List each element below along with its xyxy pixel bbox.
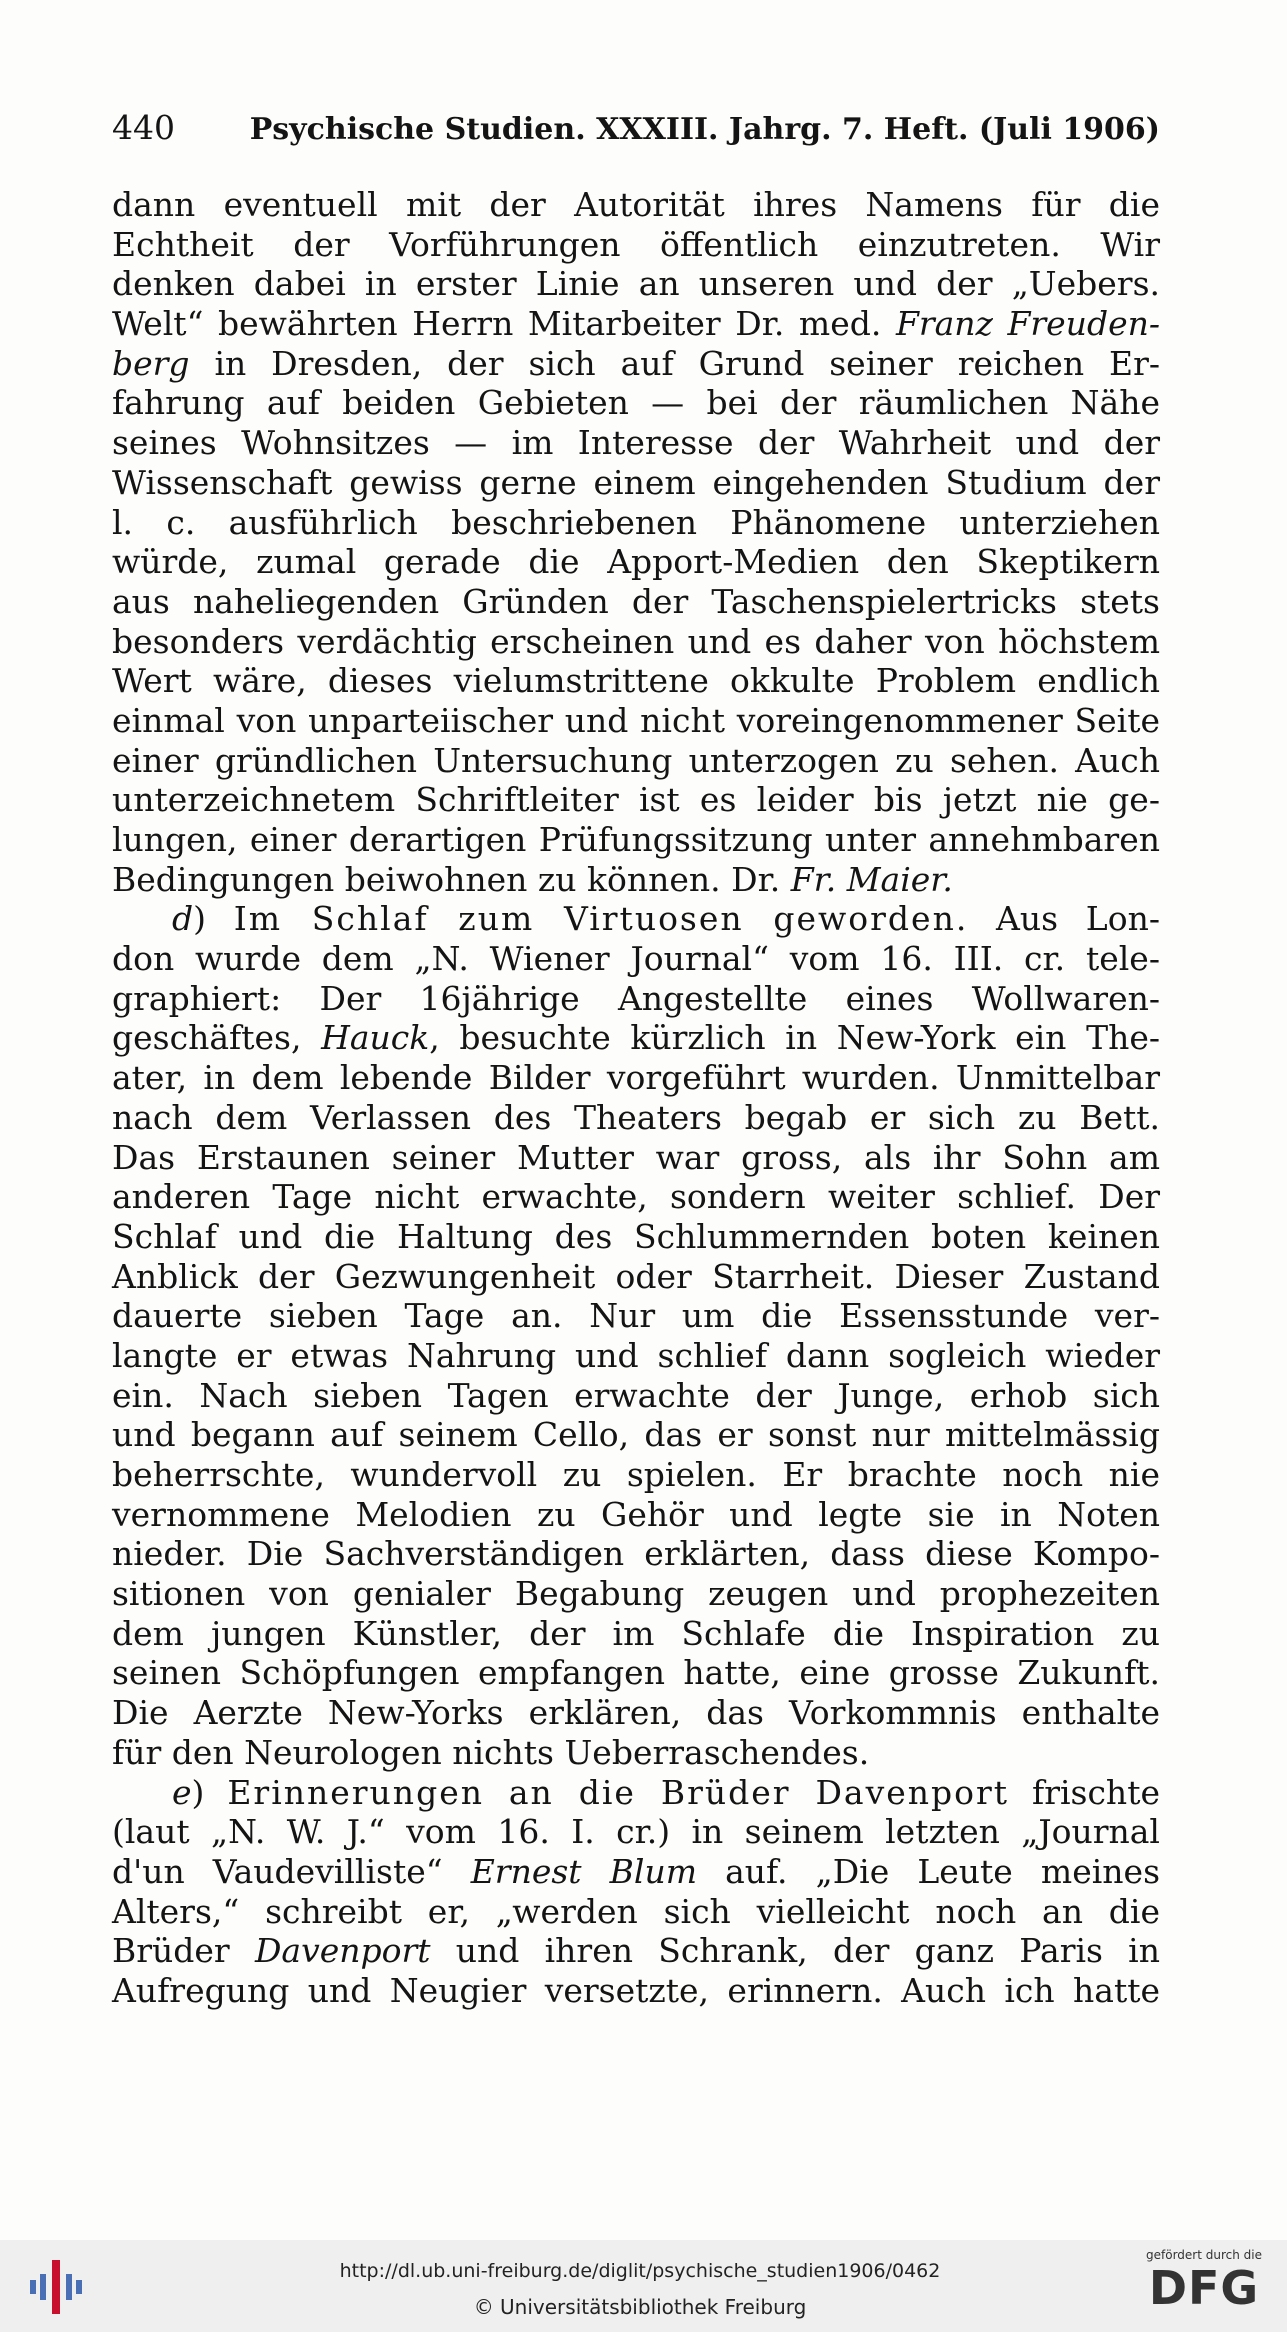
text-segment: , besuchte kürzlich in New-York ein The- (429, 1018, 1161, 1058)
text-segment: Fr. Maier. (790, 859, 953, 899)
text-line (112, 1773, 1160, 1813)
text-line: Wert wäre, dieses vielumstrittene okkulte Problem endlich (112, 661, 1160, 701)
text-segment: d (172, 899, 194, 939)
running-header (112, 108, 1160, 152)
text-line: langte er etwas Nahrung und schlief dann sogleich wieder (112, 1335, 1160, 1375)
text-segment: in Dresden, der sich auf Grund seiner reichen Er- (189, 343, 1160, 383)
text-segment: Erinnerungen an die Brüder Davenport (227, 1772, 1010, 1812)
text-segment: ) (191, 1772, 228, 1812)
text-line: graphiert: Der 16jährige Angestellte eines Wollwaren- (112, 978, 1160, 1018)
text-line: ein. Nach sieben Tagen erwachte der Junge, erhob sich (112, 1375, 1160, 1415)
text-line: Wissenschaft gewiss gerne einem eingehenden Studium der (112, 462, 1160, 502)
text-line: Das Erstaunen seiner Mutter war gross, als ihr Sohn am (112, 1137, 1160, 1177)
source-url[interactable]: http://dl.ub.uni-freiburg.de/diglit/psychische_studien1906/0462 (339, 2260, 941, 2282)
dfg-logo (1134, 2248, 1274, 2328)
text-segment: Brüder (112, 1931, 255, 1971)
text-line: nieder. Die Sachverständigen erklärten, dass diese Kompo- (112, 1534, 1160, 1574)
text-line (112, 1852, 1160, 1892)
text-line: nach dem Verlassen des Theaters begab er sich zu Bett. (112, 1097, 1160, 1137)
text-line (112, 304, 1160, 344)
text-line: l. c. ausführlich beschriebenen Phänomene unterziehen (112, 502, 1160, 542)
text-segment: berg (112, 343, 190, 383)
text-line: Alters,“ schreibt er, „werden sich vielleicht noch an die (112, 1891, 1160, 1931)
text-line: Aufregung und Neugier versetzte, erinnern. Auch ich hatte (112, 1970, 1160, 2010)
text-line (112, 1931, 1160, 1971)
text-line: ater, in dem lebende Bilder vorgeführt wurden. Unmittelbar (112, 1058, 1160, 1098)
text-line (112, 344, 1160, 384)
text-line: Anblick der Gezwungenheit oder Starrheit. Dieser Zustand (112, 1256, 1160, 1296)
sponsor-caption: gefördert durch die (1146, 2248, 1262, 2262)
text-segment: Aus Lon- (968, 899, 1160, 939)
text-line: einer gründlichen Untersuchung unterzogen zu sehen. Auch (112, 740, 1160, 780)
text-line: dauerte sieben Tage an. Nur um die Essensstunde ver- (112, 1296, 1160, 1336)
text-line: beherrschte, wundervoll zu spielen. Er brachte noch nie (112, 1455, 1160, 1494)
text-segment: Welt“ bewährten Herrn Mitarbeiter Dr. med. (112, 304, 896, 344)
text-segment: ) (193, 899, 234, 939)
text-segment: Davenport (254, 1931, 431, 1971)
text-line: anderen Tage nicht erwachte, sondern weiter schlief. Der (112, 1177, 1160, 1217)
text-segment: Franz Freuden- (895, 304, 1160, 344)
text-segment: Hauck (321, 1018, 430, 1058)
page-number: 440 (112, 108, 175, 147)
text-line: einmal von unparteiischer und nicht voreingenommener Seite (112, 700, 1160, 740)
text-line: unterzeichnetem Schriftleiter ist es leider bis jetzt nie ge- (112, 780, 1160, 820)
text-segment: e (172, 1772, 192, 1812)
viewer-footer (0, 2240, 1287, 2332)
text-line: Schlaf und die Haltung des Schlummernden boten keinen (112, 1216, 1160, 1256)
text-segment: frischte (1009, 1772, 1160, 1812)
text-segment: Im Schlaf zum Virtuosen geworden. (233, 899, 969, 939)
text-line: und begann auf seinem Cello, das er sonst nur mittelmässig (112, 1415, 1160, 1455)
text-line: seines Wohnsitzes — im Interesse der Wahrheit und der (112, 423, 1160, 463)
text-line (112, 1018, 1160, 1058)
text-line: fahrung auf beiden Gebieten — bei der räumlichen Nähe (112, 383, 1160, 423)
dfg-wordmark: DFG (1148, 2261, 1260, 2315)
text-line: für den Neurologen nichts Ueberraschendes. (112, 1732, 870, 1772)
text-segment: Ernest Blum (470, 1851, 697, 1891)
text-line: (laut „N. W. J.“ vom 16. I. cr.) in seinem letzten „Journal (112, 1812, 1160, 1852)
running-title: Psychische Studien. XXXIII. Jahrg. 7. Heft. (Juli 1906) (249, 112, 1160, 147)
text-line: seinen Schöpfungen empfangen hatte, eine grosse Zukunft. (112, 1653, 1160, 1693)
body-text (112, 185, 1160, 2011)
text-line: sitionen von genialer Begabung zeugen und prophezeiten (112, 1574, 1160, 1614)
text-line (112, 899, 1160, 939)
text-line: don wurde dem „N. Wiener Journal“ vom 16. III. cr. tele- (112, 939, 1160, 979)
text-segment: d'un Vaudevilliste“ (112, 1851, 471, 1891)
text-segment: geschäftes, (112, 1018, 322, 1058)
text-line: vernommene Melodien zu Gehör und legte sie in Noten (112, 1494, 1160, 1534)
text-segment: Bedingungen beiwohnen zu können. Dr. (112, 859, 791, 899)
copyright-notice: © Universitätsbibliothek Freiburg (473, 2295, 807, 2319)
text-line: würde, zumal gerade die Apport-Medien den Skeptikern (112, 542, 1160, 582)
ub-freiburg-logo (26, 2254, 86, 2320)
text-segment: auf. „Die Leute meines (697, 1851, 1160, 1891)
text-line: aus naheliegenden Gründen der Taschenspielertricks stets (112, 581, 1160, 621)
text-line (112, 860, 1160, 900)
text-line: besonders verdächtig erscheinen und es daher von höchstem (112, 621, 1160, 661)
text-line: dann eventuell mit der Autorität ihres Namens für die (112, 185, 1160, 224)
text-line: Echtheit der Vorführungen öffentlich einzutreten. Wir (112, 224, 1160, 264)
text-segment: und ihren Schrank, der ganz Paris in (430, 1931, 1160, 1971)
text-line: dem jungen Künstler, der im Schlafe die Inspiration zu (112, 1613, 1160, 1653)
text-line: Die Aerzte New-Yorks erklären, das Vorkommnis enthalte (112, 1693, 1160, 1733)
text-line: denken dabei in erster Linie an unseren und der „Uebers. (112, 264, 1160, 304)
text-line: lungen, einer derartigen Prüfungssitzung unter annehmbaren (112, 820, 1160, 859)
